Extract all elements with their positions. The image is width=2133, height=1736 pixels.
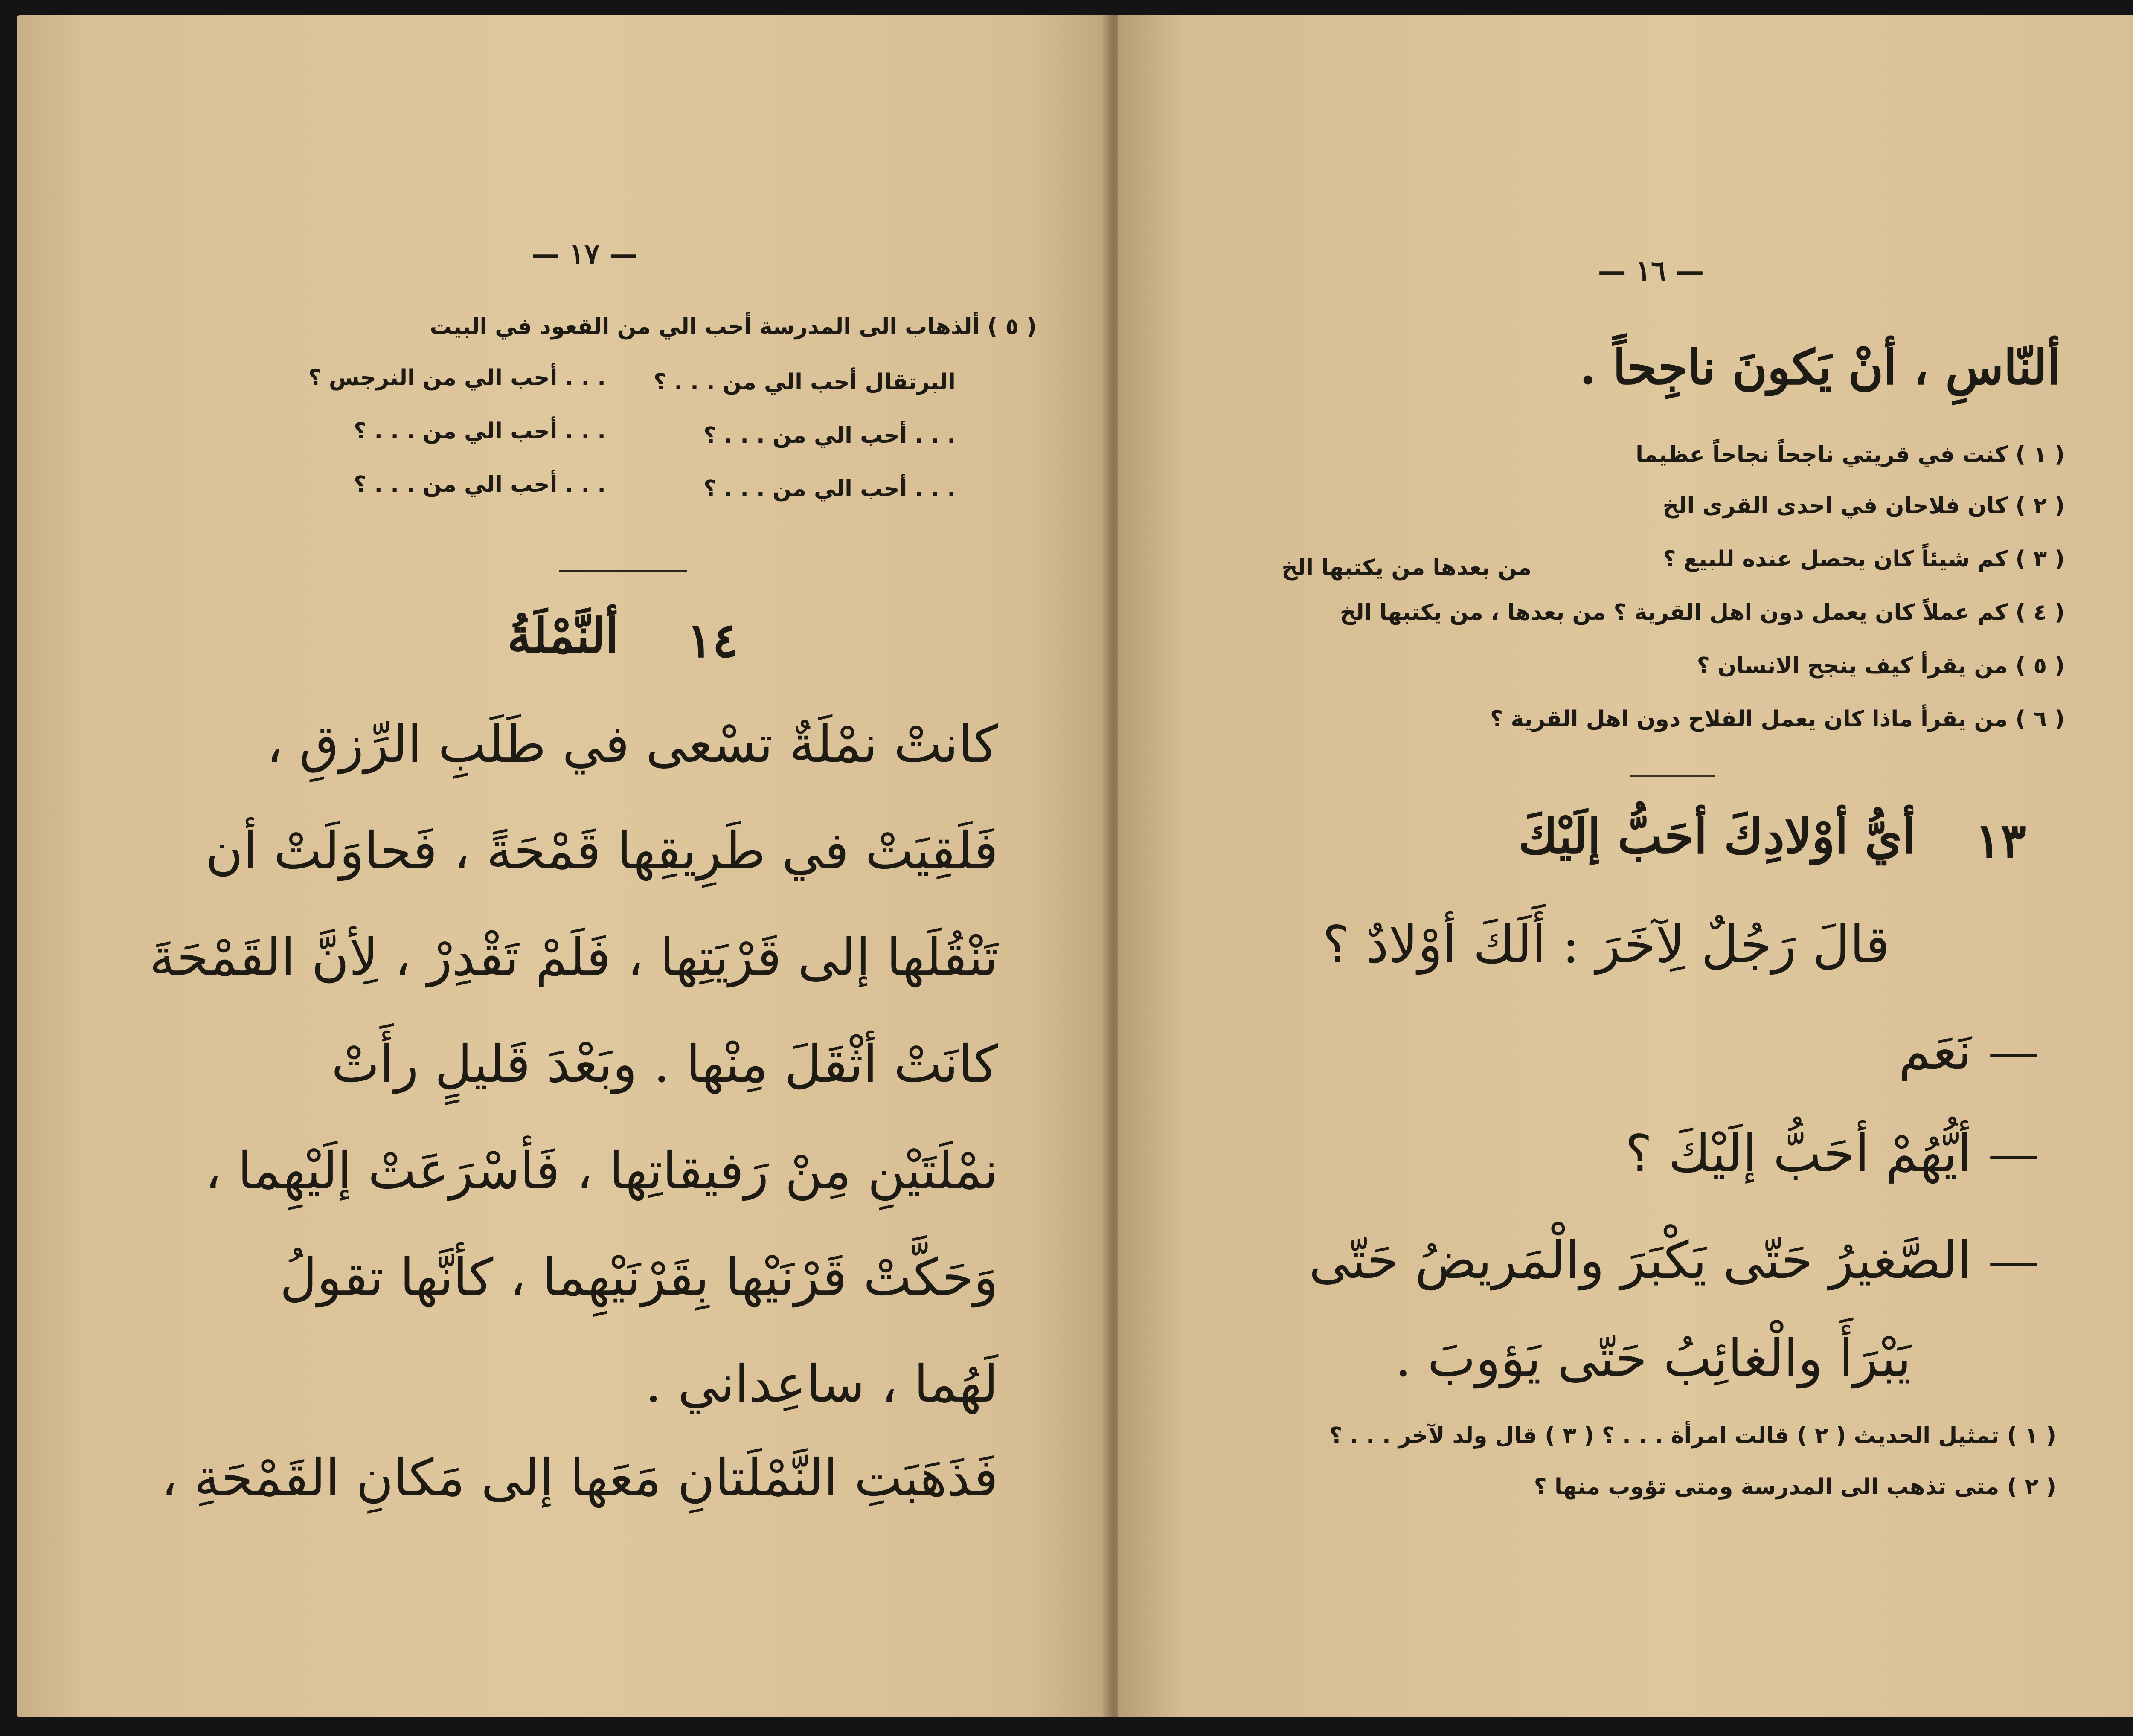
section-divider	[1630, 775, 1715, 777]
lesson-title: أيُّ أوْلادِكَ أحَبُّ إلَيْكَ	[1518, 809, 1915, 865]
question-line-extra: من بعدها من يكتبها الخ	[1282, 555, 1531, 581]
lesson-line: — أيُّهُمْ أحَبُّ إلَيْكَ ؟	[1625, 1124, 2039, 1184]
exercise-line: ( ١ ) تمثيل الحديث ( ٢ ) قالت امرأة . . . ؟ ( ٣ ) قال ولد لآخر . . . ؟	[1329, 1423, 2056, 1449]
lesson-number: ١٤	[686, 613, 738, 668]
page-number: — ١٧ —	[531, 237, 638, 270]
lesson-line: فَذَهَبَتِ النَّمْلَتانِ مَعَها إلى مَكانِ القَمْحَةِ ،	[161, 1449, 998, 1508]
lesson-line: — نَعَم	[1898, 1022, 2039, 1081]
exercise-line: . . . أحب الي من النرجس ؟	[308, 365, 606, 391]
question-line: ( ٣ ) كم شيئاً كان يحصل عنده للبيع ؟	[1663, 546, 2065, 572]
exercise-heading: ( ٥ ) ألذهاب الى المدرسة أحب الي من القعود في البيت	[430, 314, 1037, 340]
exercise-line: . . . أحب الي من . . . ؟	[703, 476, 956, 502]
right-page	[1118, 15, 2133, 1717]
lesson-line: نمْلَتَيْنِ مِنْ رَفيقاتِها ، فَأسْرَعَتْ إلَيْهِما ،	[205, 1141, 998, 1201]
lesson-line: كانتْ نمْلَةٌ تسْعى في طَلَبِ الرِّزقِ ،	[266, 715, 998, 774]
question-line: ( ٦ ) من يقرأ ماذا كان يعمل الفلاح دون اهل القرية ؟	[1490, 706, 2065, 732]
exercise-line: البرتقال أحب الي من . . . ؟	[654, 369, 956, 395]
question-line: ( ٥ ) من يقرأ كيف ينجح الانسان ؟	[1697, 653, 2065, 679]
exercise-line: ( ٢ ) متى تذهب الى المدرسة ومتى تؤوب منها ؟	[1534, 1474, 2056, 1500]
lesson-line: تَنْقُلَها إلى قَرْيَتِها ، فَلَمْ تَقْدِرْ ، لِأنَّ القَمْحَةَ	[149, 928, 998, 987]
question-line: ( ٢ ) كان فلاحان في احدى القرى الخ	[1662, 493, 2065, 519]
lesson-line: قالَ رَجُلٌ لِآخَرَ : أَلَكَ أوْلادٌ ؟	[1322, 915, 1890, 975]
open-book	[17, 15, 2133, 1717]
lesson-line: لَهُما ، ساعِداني .	[645, 1355, 998, 1414]
lesson-line: وَحَكَّتْ قَرْنَيْها بِقَرْنَيْهِما ، كأنَّها تقولُ	[279, 1248, 998, 1307]
page-number: — ١٦ —	[1598, 254, 1704, 287]
exercise-line: . . . أحب الي من . . . ؟	[354, 472, 606, 497]
question-line: ( ٤ ) كم عملاً كان يعمل دون اهل القرية ؟ من بعدها ، من يكتبها الخ	[1340, 600, 2065, 625]
lesson-line: — الصَّغيرُ حَتّى يَكْبَرَ والْمَريضُ حَتّى	[1309, 1231, 2039, 1290]
lesson-title: ألنَّمْلَةُ	[507, 608, 619, 664]
lesson-number: ١٣	[1975, 813, 2026, 869]
continued-line: ألنّاسِ ، أنْ يَكونَ ناجِحاً .	[1579, 340, 2060, 395]
lesson-line: كانَتْ أثْقَلَ مِنْها . وبَعْدَ قَليلٍ رأَتْ	[331, 1035, 998, 1094]
left-page	[17, 15, 1109, 1717]
exercise-line: . . . أحب الي من . . . ؟	[354, 418, 606, 444]
lesson-line: يَبْرَأَ والْغائِبُ حَتّى يَؤوبَ .	[1395, 1329, 1911, 1388]
exercise-line: . . . أحب الي من . . . ؟	[703, 423, 956, 448]
lesson-line: فَلَقِيَتْ في طَرِيقِها قَمْحَةً ، فَحاوَلَتْ أن	[205, 822, 998, 881]
question-line: ( ١ ) كنت في قريتي ناجحاً نجاحاً عظيما	[1636, 442, 2065, 467]
section-divider	[559, 570, 687, 572]
